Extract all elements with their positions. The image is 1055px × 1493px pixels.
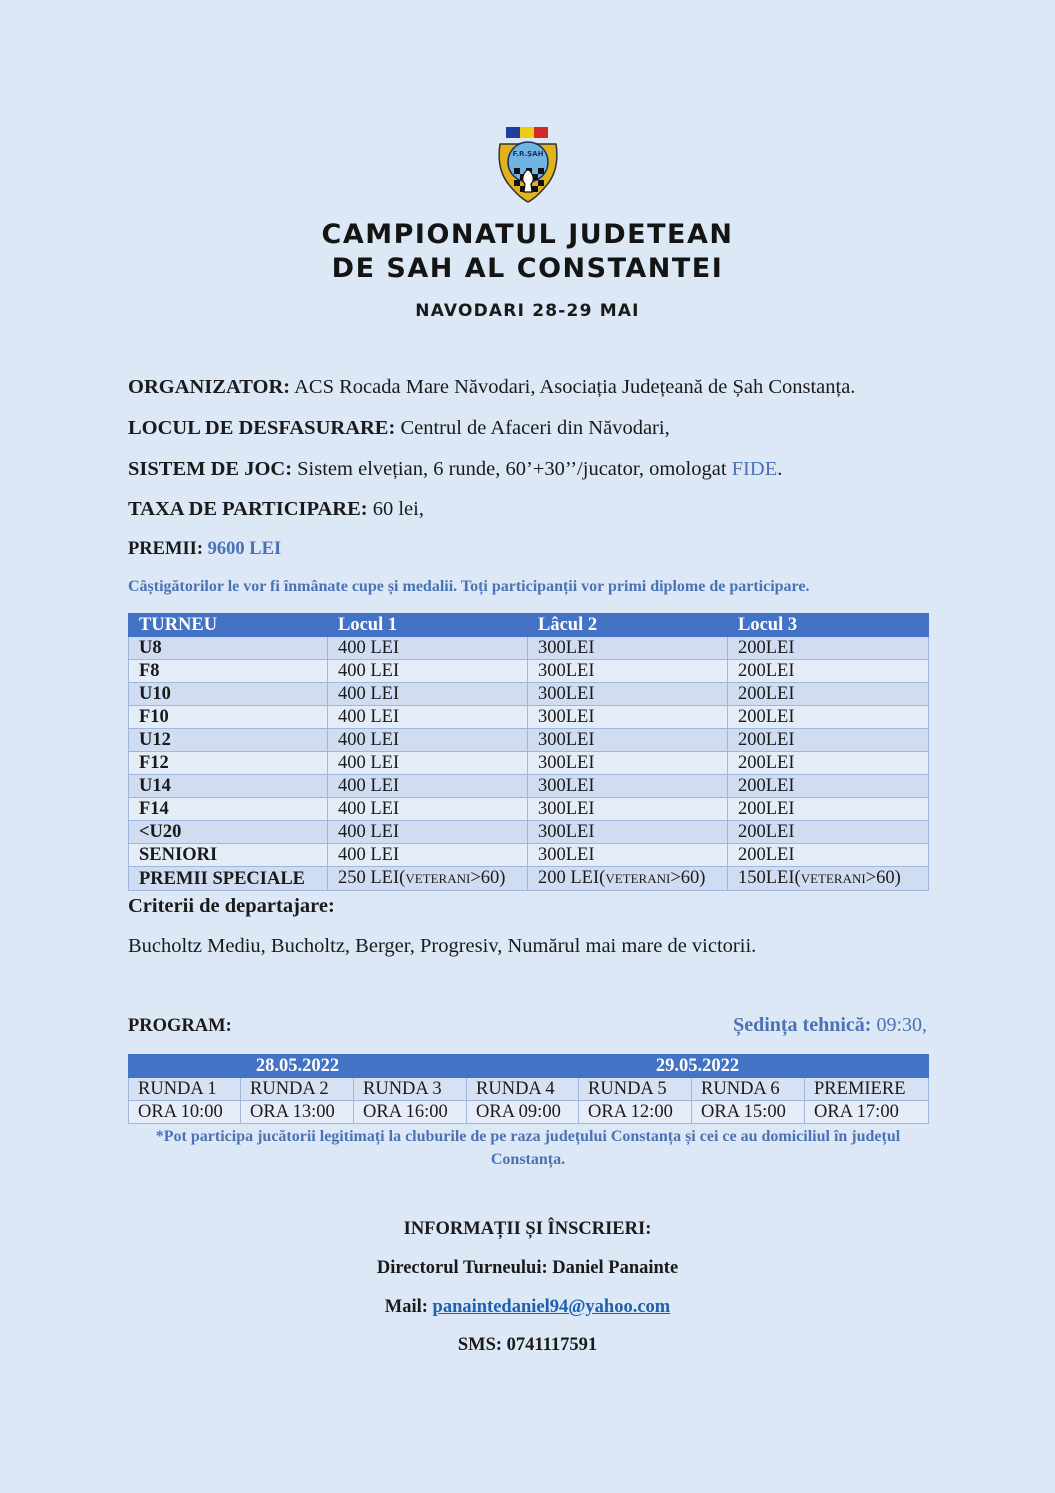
category-cell: U8 — [129, 637, 328, 660]
prize-cell: 200LEI — [728, 844, 929, 867]
time-cell: ORA 13:00 — [241, 1101, 354, 1124]
special-prizes-row — [129, 867, 929, 891]
technical-meeting-label: Ședința tehnică: — [733, 1014, 872, 1036]
technical-meeting-time: 09:30, — [871, 1014, 927, 1036]
schedule-times-row — [129, 1101, 929, 1124]
logo-text: F.R.ȘAH — [512, 150, 544, 158]
time-cell: ORA 09:00 — [467, 1101, 579, 1124]
prize-cell: 300LEI — [528, 752, 728, 775]
category-cell: F8 — [129, 660, 328, 683]
prize-cell: 300LEI — [528, 798, 728, 821]
col-header-place-3: Locul 3 — [728, 614, 929, 637]
fee-value: 60 lei, — [367, 498, 424, 520]
prize-cell: 400 LEI — [328, 637, 528, 660]
special-prize-3: 150LEI(VETERANI>60) — [728, 867, 929, 891]
time-cell: ORA 15:00 — [692, 1101, 805, 1124]
mail-line — [0, 1297, 1055, 1318]
program-label: PROGRAM: — [128, 1016, 232, 1036]
location-line — [128, 417, 670, 440]
fide-text: FIDE — [731, 458, 778, 480]
special-prizes-label: PREMII SPECIALE — [129, 867, 328, 891]
table-row — [129, 844, 929, 867]
prize-cell: 400 LEI — [328, 798, 528, 821]
prize-cell: 400 LEI — [328, 683, 528, 706]
title-line-1: CAMPIONATUL JUDETEAN — [321, 219, 734, 250]
prizes-label: PREMII: — [128, 539, 204, 559]
table-row — [129, 637, 929, 660]
technical-meeting — [733, 1014, 927, 1037]
eligibility-note: *Pot participa jucătorii legitimați la cluburile de pe raza județului Constanța și cei ce au domiciliul în județul Constanța. — [155, 1128, 901, 1168]
col-header-tournament: TURNEU — [129, 614, 328, 637]
sms-line: SMS: 0741117591 — [457, 1335, 598, 1355]
prize-cell: 400 LEI — [328, 752, 528, 775]
prizes-value: 9600 LEI — [207, 539, 282, 559]
time-cell: ORA 16:00 — [354, 1101, 467, 1124]
category-cell: F10 — [129, 706, 328, 729]
prize-cell: 200LEI — [728, 706, 929, 729]
prize-cell: 300LEI — [528, 729, 728, 752]
prizes-note: Câștigătorilor le vor fi înmânate cupe și medalii. Toți participanții vor primi diplome de participare. — [128, 578, 810, 595]
contact-heading: INFORMAȚII ȘI ÎNSCRIERI: — [403, 1219, 652, 1239]
round-cell: RUNDA 1 — [129, 1078, 241, 1101]
director-line: Directorul Turneului: Daniel Panainte — [376, 1258, 679, 1278]
prize-cell: 300LEI — [528, 637, 728, 660]
time-cell: ORA 12:00 — [579, 1101, 692, 1124]
prize-cell: 300LEI — [528, 660, 728, 683]
prize-cell: 300LEI — [528, 706, 728, 729]
prize-cell: 400 LEI — [328, 775, 528, 798]
category-cell: U14 — [129, 775, 328, 798]
time-cell: ORA 17:00 — [805, 1101, 929, 1124]
round-cell: PREMIERE — [805, 1078, 929, 1101]
table-row — [129, 752, 929, 775]
category-cell: U12 — [129, 729, 328, 752]
date-day-1: 28.05.2022 — [129, 1055, 467, 1078]
category-cell: F14 — [129, 798, 328, 821]
date-day-2: 29.05.2022 — [467, 1055, 929, 1078]
fee-line — [128, 498, 424, 521]
system-line — [128, 458, 782, 481]
criteria-text: Bucholtz Mediu, Bucholtz, Berger, Progresiv, Numărul mai mare de victorii. — [128, 935, 757, 957]
prize-cell: 300LEI — [528, 683, 728, 706]
organizer-label: ORGANIZATOR: — [128, 376, 291, 398]
page-subtitle: NAVODARI 28-29 MAI — [415, 301, 640, 321]
category-cell: F12 — [129, 752, 328, 775]
round-cell: RUNDA 4 — [467, 1078, 579, 1101]
table-row — [129, 683, 929, 706]
chess-piece-icon — [523, 170, 534, 192]
category-cell: U10 — [129, 683, 328, 706]
prize-cell: 400 LEI — [328, 729, 528, 752]
prizes-table — [128, 613, 929, 891]
prize-cell: 300LEI — [528, 844, 728, 867]
prize-cell: 200LEI — [728, 775, 929, 798]
prizes-table-header — [129, 614, 929, 637]
page-title — [0, 218, 1055, 286]
mail-link[interactable]: panaintedaniel94@yahoo.com — [432, 1297, 671, 1317]
special-prize-1: 250 LEI(VETERANI>60) — [328, 867, 528, 891]
organizer-value: ACS Rocada Mare Năvodari, Asociația Județeană de Șah Constanța. — [290, 376, 856, 398]
organizer-line — [128, 376, 855, 399]
system-end: . — [777, 458, 783, 480]
round-cell: RUNDA 3 — [354, 1078, 467, 1101]
federation-logo — [494, 124, 562, 204]
prize-cell: 200LEI — [728, 821, 929, 844]
schedule-dates-row — [129, 1055, 929, 1078]
prize-cell: 400 LEI — [328, 660, 528, 683]
prize-cell: 300LEI — [528, 821, 728, 844]
category-cell: <U20 — [129, 821, 328, 844]
time-cell: ORA 10:00 — [129, 1101, 241, 1124]
mail-label: Mail: — [384, 1297, 433, 1317]
prize-cell: 300LEI — [528, 775, 728, 798]
table-row — [129, 729, 929, 752]
system-value: Sistem elvețian, 6 runde, 60’+30’’/jucator, omologat — [292, 458, 732, 480]
title-line-2: DE SAH AL CONSTANTEI — [331, 253, 724, 284]
prize-cell: 200LEI — [728, 637, 929, 660]
flag-red-stripe — [534, 127, 548, 138]
location-value: Centrul de Afaceri din Năvodari, — [395, 417, 670, 439]
prize-cell: 200LEI — [728, 660, 929, 683]
prize-cell: 200LEI — [728, 683, 929, 706]
fee-label: TAXA DE PARTICIPARE: — [128, 498, 368, 520]
flag-yellow-stripe — [520, 127, 534, 138]
round-cell: RUNDA 2 — [241, 1078, 354, 1101]
prize-cell: 200LEI — [728, 798, 929, 821]
table-row — [129, 775, 929, 798]
prize-cell: 200LEI — [728, 729, 929, 752]
col-header-place-1: Locul 1 — [328, 614, 528, 637]
location-label: LOCUL DE DESFASURARE: — [128, 417, 396, 439]
special-prize-2: 200 LEI(VETERANI>60) — [528, 867, 728, 891]
criteria-heading: Criterii de departajare: — [128, 895, 335, 917]
schedule-table — [128, 1054, 929, 1124]
prizes-line — [128, 539, 281, 560]
category-cell: SENIORI — [129, 844, 328, 867]
round-cell: RUNDA 5 — [579, 1078, 692, 1101]
prize-cell: 400 LEI — [328, 706, 528, 729]
table-row — [129, 798, 929, 821]
table-row — [129, 706, 929, 729]
prize-cell: 400 LEI — [328, 821, 528, 844]
col-header-place-2: Lâcul 2 — [528, 614, 728, 637]
table-row — [129, 660, 929, 683]
system-label: SISTEM DE JOC: — [128, 458, 293, 480]
prize-cell: 200LEI — [728, 752, 929, 775]
schedule-rounds-row — [129, 1078, 929, 1101]
prize-cell: 400 LEI — [328, 844, 528, 867]
flag-blue-stripe — [506, 127, 520, 138]
table-row — [129, 821, 929, 844]
round-cell: RUNDA 6 — [692, 1078, 805, 1101]
